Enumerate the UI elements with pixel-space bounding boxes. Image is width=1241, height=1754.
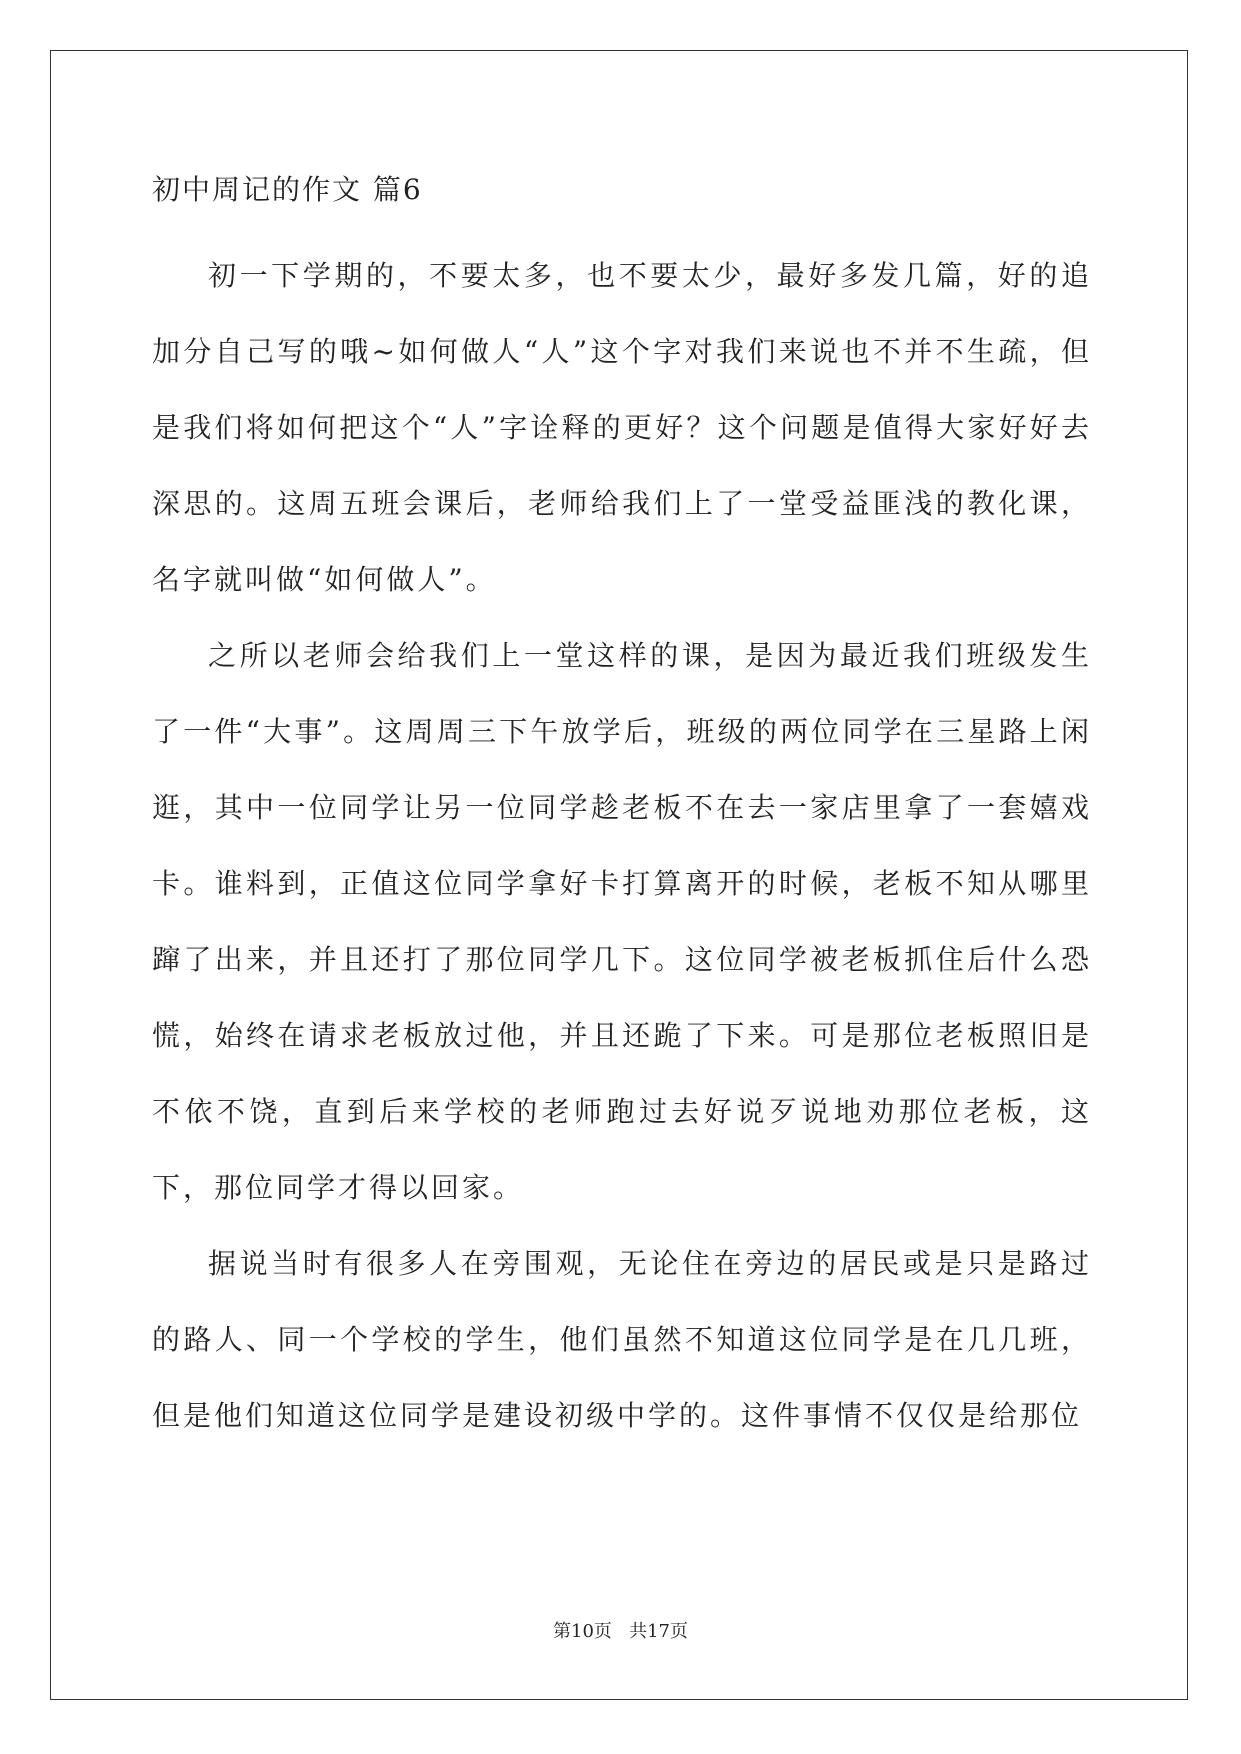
page-footer [0, 1620, 1241, 1644]
paragraph-1: 初一下学期的，不要太多，也不要太少，最好多发几篇，好的追加分自己写的哦~如何做人“人”这个字对我们来说也不并不生疏，但是我们将如何把这个“人”字诠释的更好？这个问题是值得大家好好去深思的。这周五班会课后，老师给我们上了一堂受益匪浅的教化课，名字就叫做“如何做人”。 [152, 259, 1092, 596]
paragraph-2: 之所以老师会给我们上一堂这样的课，是因为最近我们班级发生了一件“大事”。这周周三下午放学后，班级的两位同学在三星路上闲逛，其中一位同学让另一位同学趁老板不在去一家店里拿了一套嬉戏卡。谁料到，正值这位同学拿好卡打算离开的时候，老板不知从哪里蹿了出来，并且还打了那位同学几下。这位同学被老板抓住后什么恐慌，始终在请求老板放过他，并且还跪了下来。可是那位老板照旧是不依不饶，直到后来学校的老师跑过去好说歹说地劝那位老板，这下，那位同学才得以回家。 [152, 639, 1092, 1204]
paragraph-3: 据说当时有很多人在旁围观，无论住在旁边的居民或是只是路过的路人、同一个学校的学生，他们虽然不知道这位同学是在几几班，但是他们知道这位同学是建设初级中学的。这件事情不仅仅是给那位 [152, 1247, 1092, 1432]
document-body [152, 160, 1092, 1454]
document-title: 初中周记的作文 篇6 [152, 173, 423, 206]
page-number: 第10页 [553, 1621, 612, 1642]
page-total: 共17页 [629, 1621, 688, 1642]
